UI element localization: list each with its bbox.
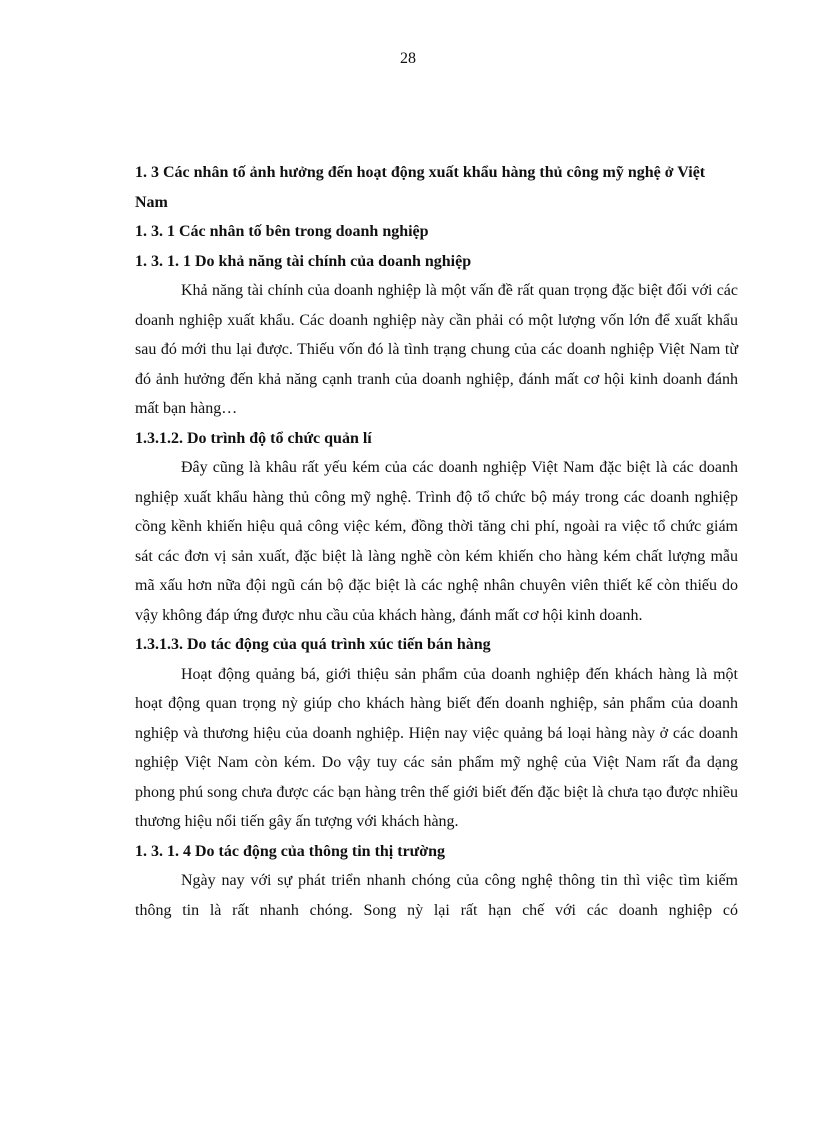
heading-section-1-3-1-1: 1. 3. 1. 1 Do khả năng tài chính của doanh nghiệp — [135, 252, 472, 270]
paragraph-financial-capacity: Khả năng tài chính của doanh nghiệp là một vấn đề rất quan trọng đặc biệt đối với các doanh nghiệp xuất khẩu. Các doanh nghiệp này cần phải có một lượng vốn lớn để xuất khẩu sau đó mới thu lại được. Thiếu vốn đó là tình trạng chung của các doanh nghiệp Việt Nam từ đó ảnh hưởng đến khả năng cạnh tranh của doanh nghiệp, đánh mất cơ hội kinh doanh đánh mất bạn hàng… — [135, 282, 738, 417]
heading-section-1-3: 1. 3 Các nhân tố ảnh hưởng đến hoạt động xuất khẩu hàng thủ công mỹ nghệ ở Việt Nam — [135, 164, 706, 211]
page-number: 28 — [400, 50, 416, 67]
heading-section-1-3-1: 1. 3. 1 Các nhân tố bên trong doanh nghiệp — [135, 223, 429, 240]
heading-section-1-3-1-4: 1. 3. 1. 4 Do tác động của thông tin thị trường — [135, 842, 446, 860]
paragraph-sales-promotion: Hoạt động quảng bá, giới thiệu sản phẩm của doanh nghiệp đến khách hàng là một hoạt động quan trọng nỳ giúp cho khách hàng biết đến doanh nghiệp, sản phẩm của doanh nghiệp và thương hiệu của doanh nghiệp. Hiện nay việc quảng bá loại hàng này ở các doanh nghiệp Việt Nam còn kém. Do vậy tuy các sản phẩm mỹ nghệ của Việt Nam rất đa dạng phong phú song chưa được các bạn hàng trên thế giới biết đến đặc biệt là chưa tạo được nhiều thương hiệu nổi tiến gây ấn tượng với khách hàng. — [135, 665, 738, 830]
paragraph-market-information: Ngày nay với sự phát triển nhanh chóng của công nghệ thông tin thì việc tìm kiếm thông tin là rất nhanh chóng. Song nỳ lại rất hạn chế với các doanh nghiệp có — [135, 872, 738, 919]
heading-section-1-3-1-2: 1.3.1.2. Do trình độ tổ chức quản lí — [135, 429, 372, 447]
heading-section-1-3-1-3: 1.3.1.3. Do tác động của quá trình xúc tiến bán hàng — [135, 636, 491, 653]
paragraph-management-level: Đây cũng là khâu rất yếu kém của các doanh nghiệp Việt Nam đặc biệt là các doanh nghiệp xuất khẩu hàng thủ công mỹ nghệ. Trình độ tổ chức bộ máy trong các doanh nghiệp cồng kềnh khiến hiệu quả công việc kém, đồng thời tăng chi phí, ngoài ra việc tổ chức giám sát các đơn vị sản xuất, đặc biệt là làng nghề còn kém khiến cho hàng kém chất lượng mẫu mã xấu hơn nữa đội ngũ cán bộ đặc biệt là các nghệ nhân chuyên viên thiết kế còn thiếu do vậy không đáp ứng được nhu cầu của khách hàng, đánh mất cơ hội kinh doanh. — [135, 459, 738, 624]
document-body — [135, 158, 738, 925]
